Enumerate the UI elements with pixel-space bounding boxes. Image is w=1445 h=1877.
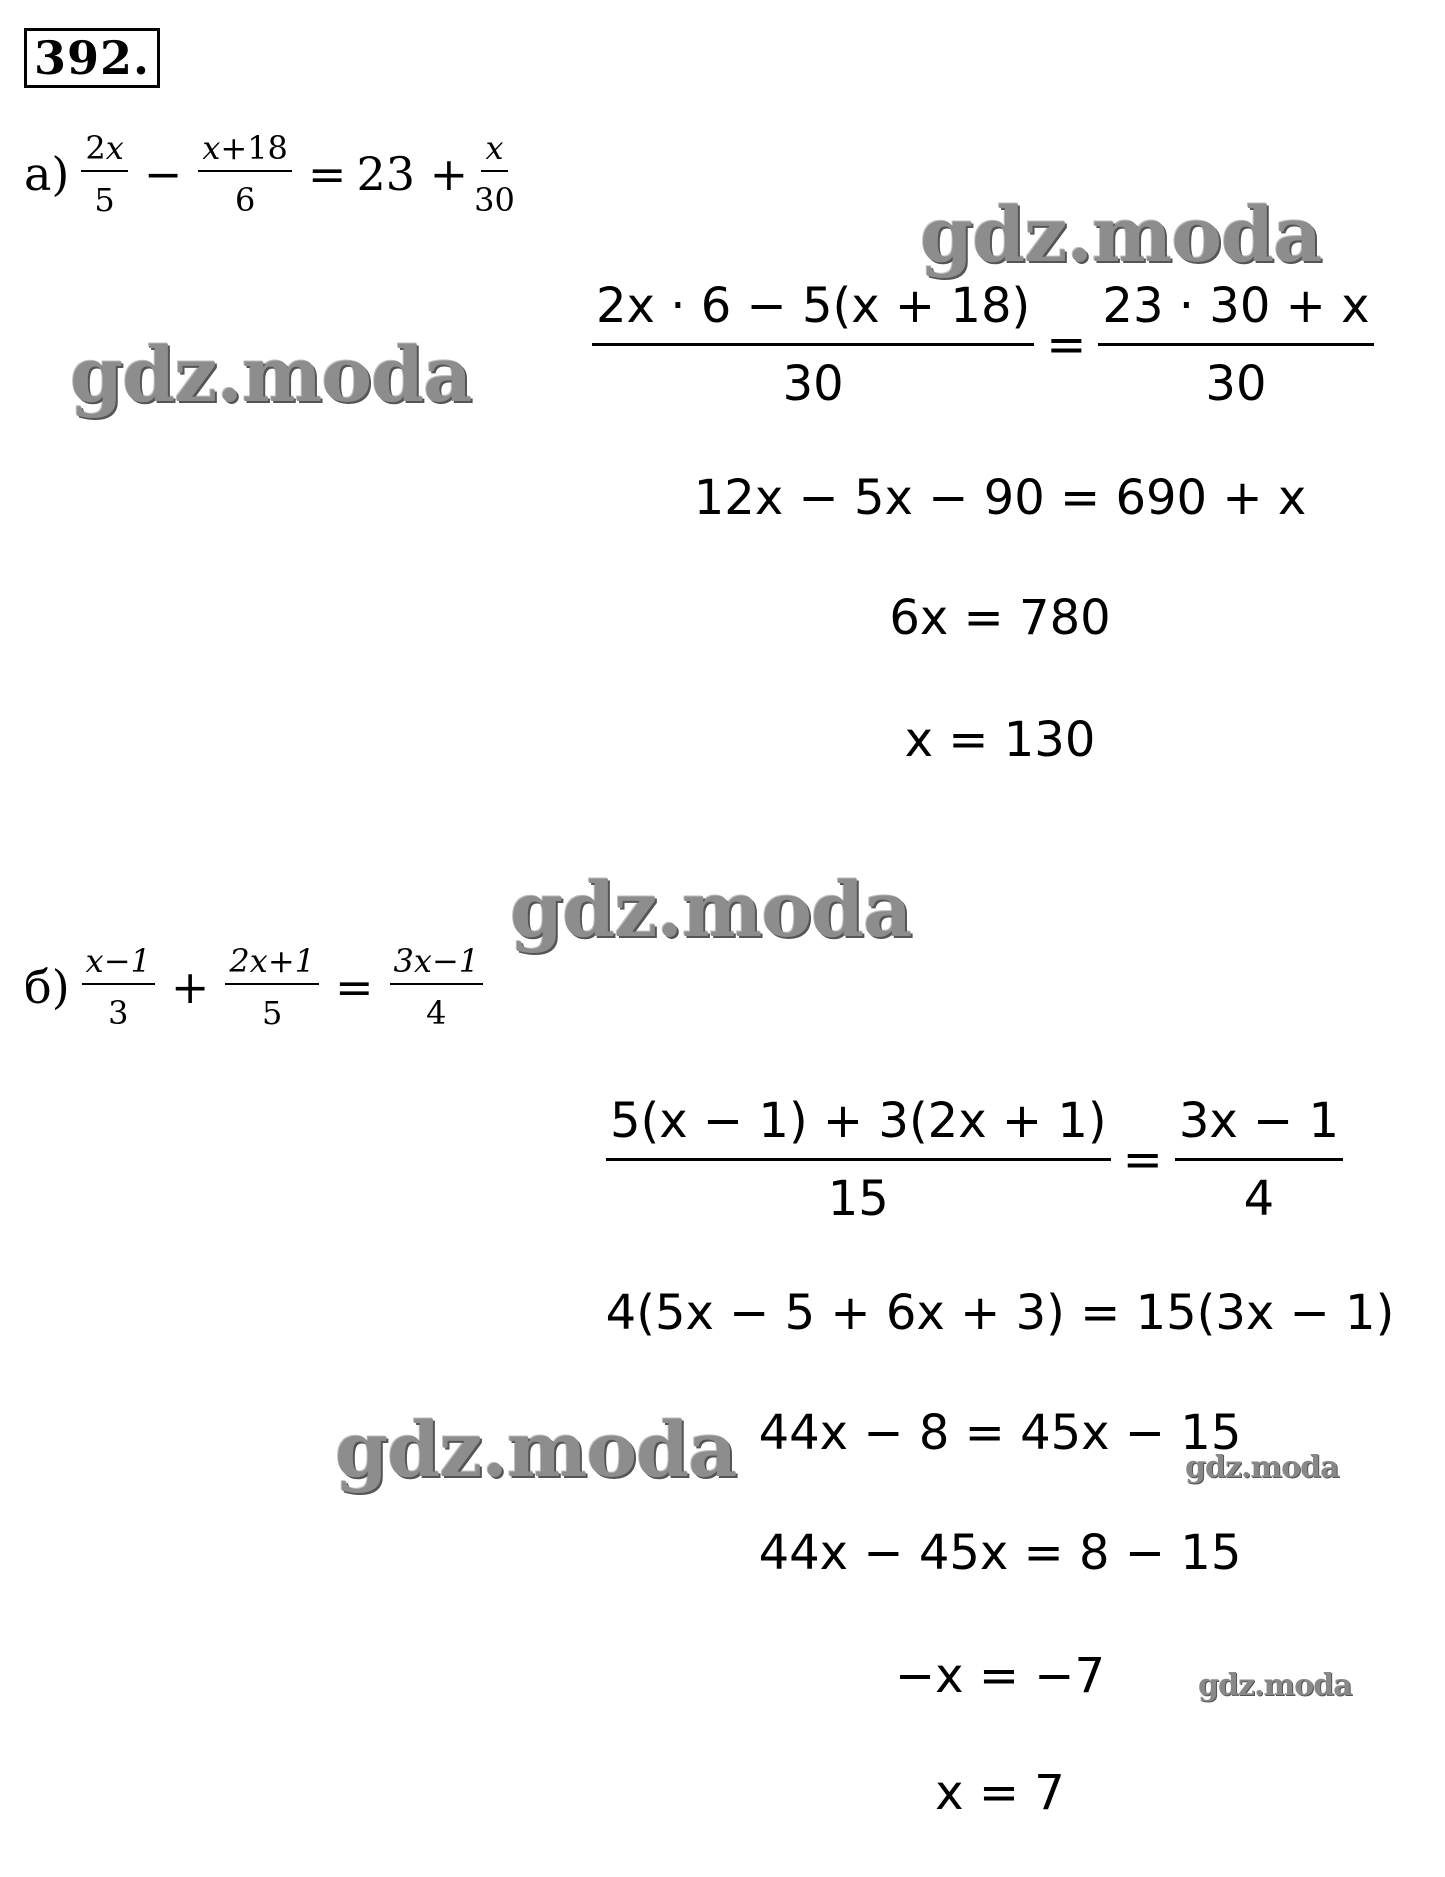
part-a-step-4: x = 130 (904, 712, 1096, 768)
part-a-step-1-rhs: $\frac{23 \cdot 30 + x}{30}$ (1098, 280, 1373, 411)
part-b-step-5: −x = −7 (894, 1648, 1106, 1704)
part-a-step-1-lhs: $\frac{2x \cdot 6 - 5(x + 18)}{30}$ (592, 280, 1034, 411)
part-b-step-4: 44x − 45x = 8 − 15 (758, 1525, 1242, 1581)
part-b-label: б) (24, 960, 70, 1014)
part-b-step-1-lhs: $\frac{5(x - 1) + 3(2x + 1)}{15}$ (606, 1095, 1111, 1226)
watermark: gdz.moda (1198, 1668, 1352, 1703)
part-a-step-1 (592, 280, 1374, 411)
part-a-statement (24, 129, 521, 219)
part-b-frac-2: $\frac{2x+1}{5}$ (225, 945, 319, 1029)
watermark: gdz.moda (70, 330, 472, 419)
part-a-frac-1: $\frac{2x}{5}$ (81, 132, 127, 216)
part-b-frac-3: $\frac{3x-1}{4}$ (390, 945, 484, 1029)
part-a-frac-2: $\frac{x+18}{6}$ (198, 132, 292, 216)
watermark: gdz.moda (1185, 1450, 1339, 1485)
part-a-label: а) (24, 147, 70, 201)
part-b-statement (24, 942, 489, 1032)
watermark: gdz.moda (920, 190, 1322, 279)
part-a-step-3: 6x = 780 (889, 590, 1111, 646)
watermark: gdz.moda (335, 1405, 737, 1494)
problem-number: 392. (24, 28, 160, 88)
part-b-eq: = (334, 960, 374, 1014)
part-b-step-6: x = 7 (935, 1765, 1065, 1821)
watermark: gdz.moda (510, 865, 912, 954)
part-a-step-1-eq: = (1046, 317, 1087, 374)
part-a-eq: = (307, 147, 347, 201)
part-b-step-1-rhs: $\frac{3x - 1}{4}$ (1175, 1095, 1343, 1226)
part-a-frac-3: $\frac{x}{30}$ (474, 129, 515, 219)
part-a-rhs-const: 23 + (356, 147, 469, 201)
part-b-step-1 (606, 1095, 1343, 1226)
part-b-step-2: 4(5x − 5 + 6x + 3) = 15(3x − 1) (605, 1285, 1395, 1341)
part-b-step-1-eq: = (1122, 1132, 1163, 1189)
part-b-frac-1: $\frac{x-1}{3}$ (82, 945, 155, 1029)
part-a-op-1: − (143, 147, 183, 201)
part-b-step-3: 44x − 8 = 45x − 15 (758, 1405, 1242, 1461)
part-a-step-2: 12x − 5x − 90 = 690 + x (693, 470, 1307, 526)
part-b-op-1: + (170, 960, 210, 1014)
